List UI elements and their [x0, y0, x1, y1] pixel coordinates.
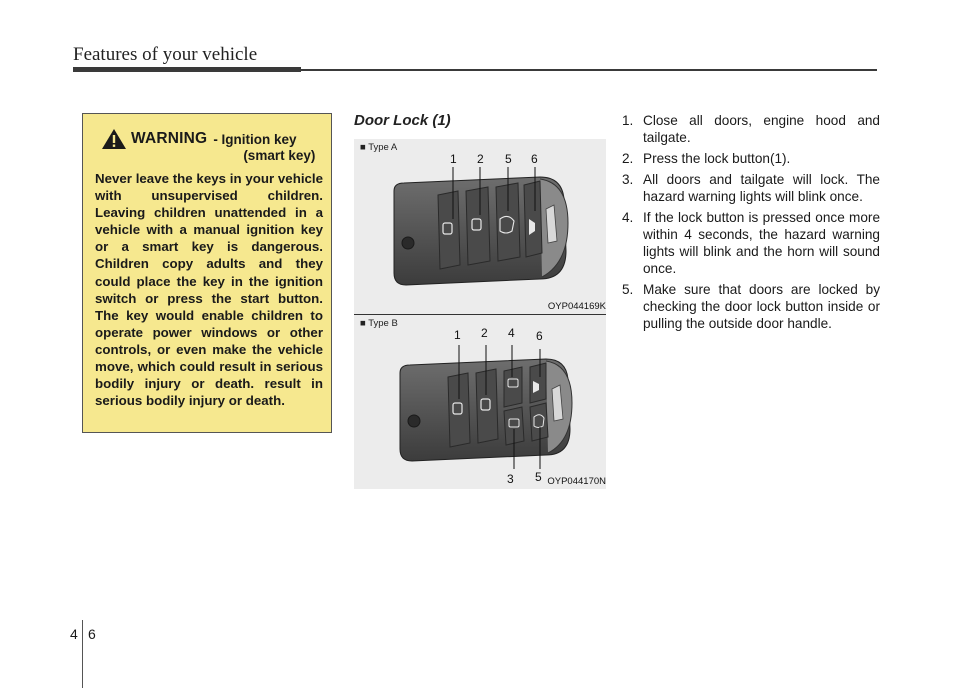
callout-a-1: 1 — [450, 152, 457, 166]
warning-triangle-icon — [101, 128, 127, 150]
figure-a-type-label: ■ Type A — [360, 142, 398, 153]
figure-b-type-label: ■ Type B — [360, 318, 398, 329]
steps-list — [622, 112, 880, 332]
list-item — [622, 171, 880, 205]
list-item — [622, 209, 880, 277]
callout-a-6: 6 — [531, 152, 538, 166]
step-text: All doors and tailgate will lock. The hazard warning lights will blink once. — [643, 172, 880, 204]
step-text: If the lock button is pressed once more within 4 seconds, the hazard warning lights will blink and the horn will sound once. — [643, 210, 880, 276]
step-number: 4. — [622, 210, 634, 225]
warning-subject-line2: (smart key) — [243, 148, 316, 163]
callout-b-5: 5 — [535, 470, 542, 484]
figure-a-code: OYP044169K — [547, 301, 606, 312]
list-item — [622, 281, 880, 332]
list-item — [622, 112, 880, 146]
page-number: 6 — [88, 626, 96, 642]
page-chapter-number: 4 — [70, 626, 78, 642]
callout-a-2: 2 — [477, 152, 484, 166]
warning-header — [95, 124, 323, 164]
step-text: Close all doors, engine hood and tailgate. — [643, 113, 880, 145]
section-title: Door Lock (1) — [354, 112, 451, 129]
step-number: 3. — [622, 172, 634, 187]
callout-b-6: 6 — [536, 329, 543, 343]
step-number: 5. — [622, 282, 634, 297]
page-header-title: Features of your vehicle — [73, 44, 258, 65]
procedure-steps — [622, 112, 880, 336]
warning-box — [82, 113, 332, 433]
warning-label: WARNING — [131, 130, 208, 147]
step-text: Make sure that doors are locked by checking the door lock button inside or pulling the outside door handle. — [643, 282, 880, 331]
warning-subject-line1: - Ignition key — [213, 132, 297, 147]
callout-b-1: 1 — [454, 328, 461, 342]
callout-b-3: 3 — [507, 472, 514, 486]
callout-b-2: 2 — [481, 326, 488, 340]
figure-type-a — [354, 139, 606, 314]
smart-key-type-b-illustration — [354, 315, 606, 489]
figure-type-b — [354, 315, 606, 489]
page-number-divider — [82, 620, 83, 688]
callout-b-4: 4 — [508, 326, 515, 340]
warning-body: Never leave the keys in your vehicle with unsupervised children. Leaving children unattended in a vehicle with a manual ignition key or a smart key is dangerous. Children copy adults and they could place the key in the ignition switch or press the start button. The key would enable children to operate power windows or other controls, or even make the vehicle move, which could result in serious bodily injury or death. result in serious bodily injury or death. — [95, 171, 323, 409]
list-item — [622, 150, 880, 167]
step-number: 1. — [622, 113, 634, 128]
header-rule-thin — [301, 69, 877, 71]
step-text: Press the lock button(1). — [643, 151, 791, 166]
callout-a-5: 5 — [505, 152, 512, 166]
header-rule-thick — [73, 67, 301, 72]
figure-b-code: OYP044170N — [547, 476, 606, 487]
step-number: 2. — [622, 151, 634, 166]
warning-subject — [213, 132, 315, 164]
